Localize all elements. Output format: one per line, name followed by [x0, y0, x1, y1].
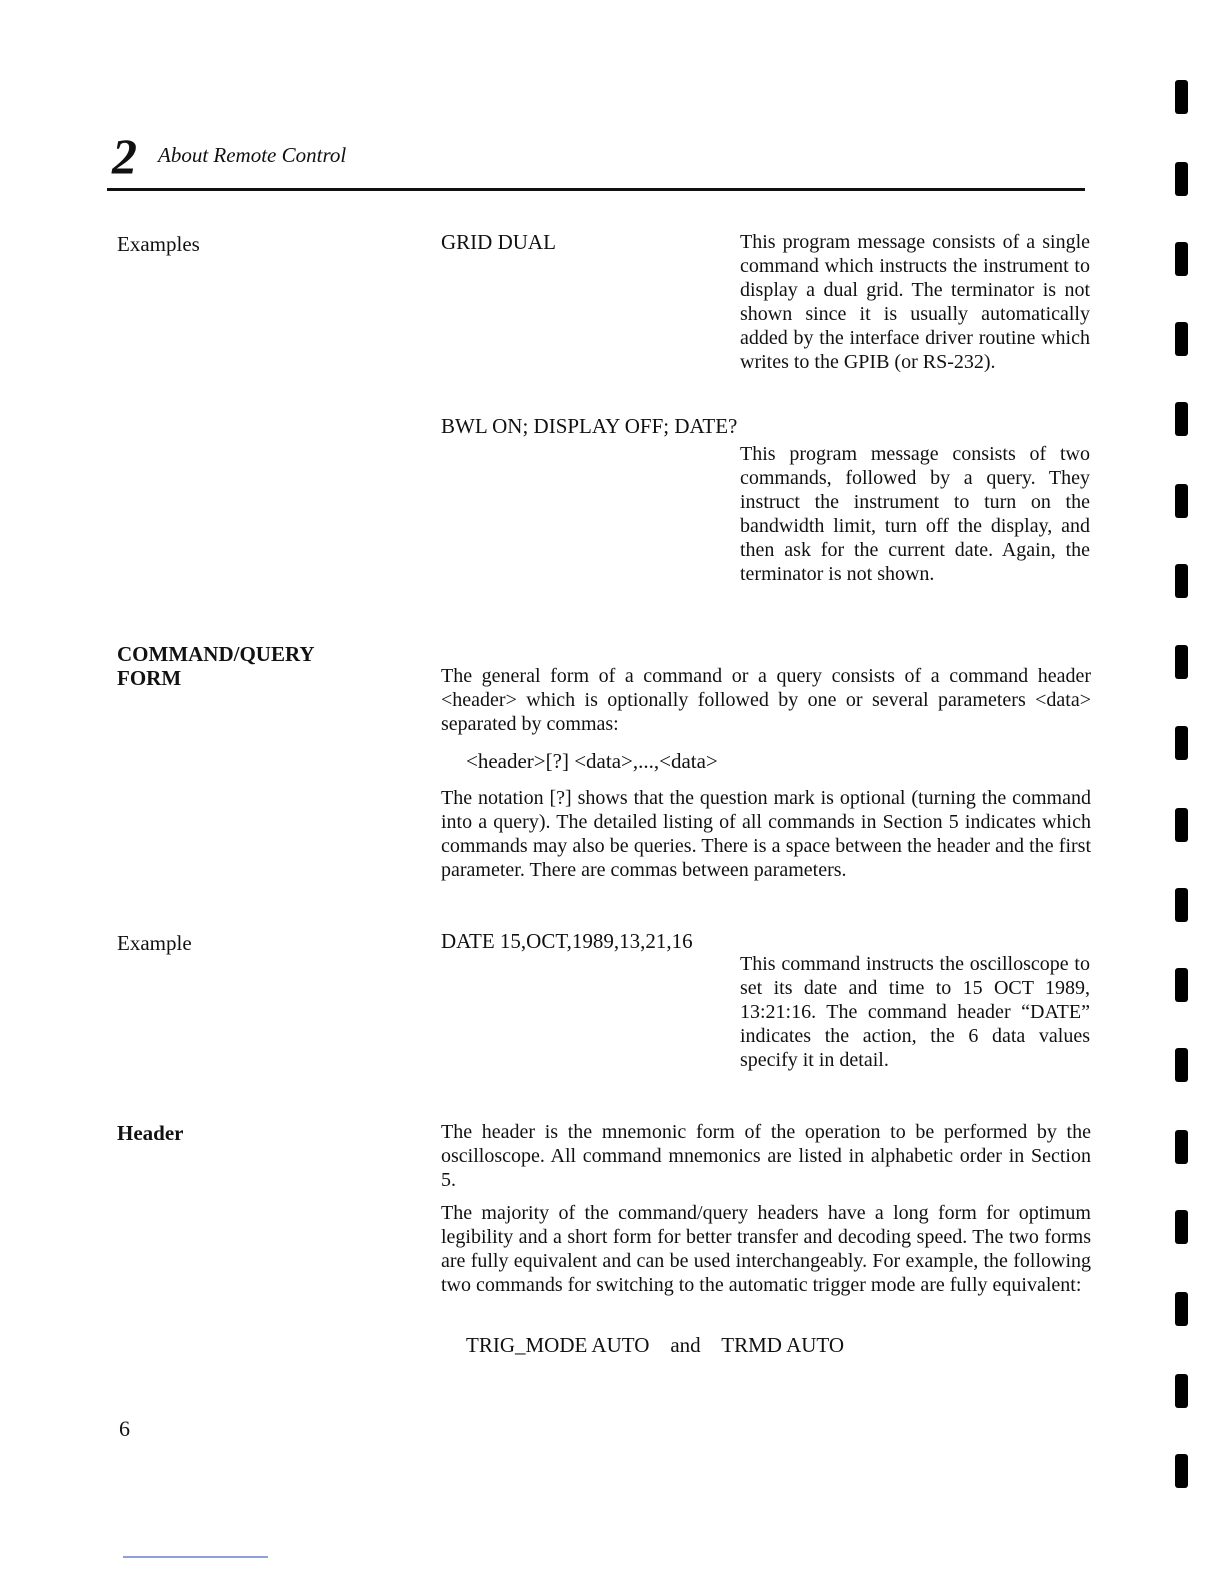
example1-command: GRID DUAL [441, 230, 556, 254]
example3-command: DATE 15,OCT,1989,13,21,16 [441, 929, 693, 953]
form-paragraph-2: The notation [?] shows that the question mark is optional (turning the command into a query). The detailed listing of all commands in Section 5 indicates which commands may also be queries. There is a space between the header and the first parameter. There are commas between parameters. [441, 787, 1091, 881]
example2-command: BWL ON; DISPLAY OFF; DATE? [441, 414, 738, 438]
example1-description: This program message consists of a single command which instructs the instrument to display a dual grid. The terminator is not shown since it is usually automatically added by the interface driver routine which writes to the GPIB (or RS-232). [740, 231, 1090, 373]
binding-mark [1175, 402, 1188, 436]
binding-mark [1175, 1210, 1188, 1244]
binding-mark [1175, 1374, 1188, 1408]
binding-mark [1175, 645, 1188, 679]
example2-description: This program message consists of two commands, followed by a query. They instruct the instrument to turn on the bandwidth limit, turn off the display, and then ask for the current date. Again, the terminator is not shown. [740, 443, 1090, 585]
binding-mark [1175, 1048, 1188, 1082]
command-query-form-label: COMMAND/QUERY FORM [117, 642, 314, 690]
examples-label: Examples [117, 232, 200, 256]
binding-mark [1175, 888, 1188, 922]
header-label: Header [117, 1121, 184, 1145]
binding-mark [1175, 564, 1188, 598]
form-paragraph-1: The general form of a command or a query consists of a command header <header> which is optionally followed by one or several parameters <data> separated by commas: [441, 665, 1091, 735]
form-syntax: <header>[?] <data>,...,<data> [466, 749, 718, 773]
chapter-title: About Remote Control [158, 143, 347, 167]
binding-mark [1175, 1130, 1188, 1164]
binding-mark [1175, 162, 1188, 196]
page-number: 6 [119, 1416, 130, 1441]
binding-mark [1175, 808, 1188, 842]
binding-mark [1175, 322, 1188, 356]
header-paragraph-1: The header is the mnemonic form of the operation to be performed by the oscilloscope. All command mnemonics are listed in alphabetic order in Section 5. [441, 1121, 1091, 1191]
header-paragraph-2: The majority of the command/query headers have a long form for optimum legibility and a short form for better transfer and decoding speed. The two forms are fully equivalent and can be used interchangeably. For example, the following two commands for switching to the automatic trigger mode are fully equivalent: [441, 1202, 1091, 1296]
example3-description: This command instructs the oscilloscope to set its date and time to 15 OCT 1989, 13:21:16. The command header “DATE” indicates the action, the 6 data values specify it in detail. [740, 953, 1090, 1071]
binding-mark [1175, 484, 1188, 518]
footer-line [123, 1556, 268, 1558]
binding-mark [1175, 726, 1188, 760]
binding-mark [1175, 1292, 1188, 1326]
binding-mark [1175, 1454, 1188, 1488]
binding-mark [1175, 80, 1188, 114]
trig-mode-example: TRIG_MODE AUTO and TRMD AUTO [466, 1333, 845, 1357]
example-label: Example [117, 931, 192, 955]
binding-marks [1172, 80, 1196, 1500]
header-rule [107, 188, 1085, 191]
binding-mark [1175, 242, 1188, 276]
binding-mark [1175, 968, 1188, 1002]
chapter-number: 2 [112, 128, 137, 184]
